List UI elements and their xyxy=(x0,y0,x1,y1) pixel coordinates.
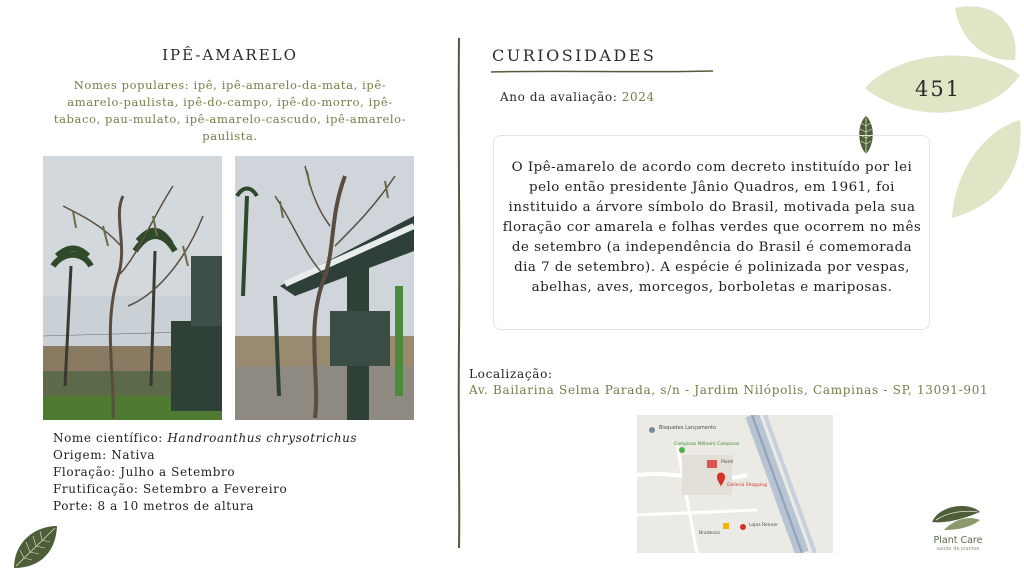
year-value: 2024 xyxy=(621,90,655,104)
location-label: Localização: xyxy=(469,367,553,381)
flowering-row: Floração: Julho a Setembro xyxy=(53,465,236,479)
year-label: Ano da avaliação: xyxy=(500,90,622,104)
leaf-top-icon xyxy=(955,6,1016,60)
map-label-2: Campinas Milheiro Campinas xyxy=(674,442,740,447)
leaf-bottom-icon xyxy=(952,120,1021,218)
popular-names: Nomes populares: ipê, ipê-amarelo-da-mata, ipê-amarelo-paulista, ipê-do-campo, ipê-do-morro, ipê-tabaco, pau-mulato, ipê-amarelo-cascudo, ipê-amarelo-paulista. xyxy=(53,78,407,143)
logo-name: Plant Care xyxy=(933,535,983,546)
tree-photo-1 xyxy=(43,156,222,420)
column-divider xyxy=(456,38,462,548)
map-label-6: Bradesco xyxy=(699,531,720,536)
map-label-3: Pianti xyxy=(721,460,734,465)
scientific-name-label: Nome científico: xyxy=(53,431,168,445)
tree-photo-2 xyxy=(235,156,414,420)
page-number: 451 xyxy=(914,77,962,101)
location-address: Av. Bailarina Selma Parada, s/n - Jardim Nilópolis, Campinas - SP, 13091-901 xyxy=(469,383,989,397)
fruiting-row: Frutificação: Setembro a Fevereiro xyxy=(53,482,288,496)
logo-tagline: saúde de plantas xyxy=(936,546,980,552)
species-title: IPÊ-AMARELO xyxy=(162,46,298,64)
map-label-4: Galleria Shopping xyxy=(727,483,767,488)
map-label-5: Lojas Renner xyxy=(749,523,778,528)
size-row: Porte: 8 a 10 metros de altura xyxy=(53,499,255,513)
title-underline xyxy=(491,69,713,74)
curiosities-title: CURIOSIDADES xyxy=(492,46,657,65)
curiosity-text: O Ipê-amarelo de acordo com decreto instituído por lei pelo então presidente Jânio Quadros, em 1961, foi instituido a árvore símbolo do Brasil, motivada pela sua floração cor amarela e folhas verdes que ocorrem no mês de setembro (a independência do Brasil é comemorada dia 7 de setembro). A espécie é polinizada por vespas, abelhas, aves, morcegos, borboletas e mariposas. xyxy=(502,160,922,295)
corner-leaf-icon xyxy=(10,522,60,572)
location-map[interactable] xyxy=(637,415,833,553)
scientific-name-row xyxy=(53,430,357,447)
origin-row: Origem: Nativa xyxy=(53,448,156,462)
species-facts xyxy=(53,430,357,515)
scientific-name-value: Handroanthus chrysotrichus xyxy=(167,431,358,445)
map-label-1: Bisquetes Lançamento xyxy=(659,425,717,431)
plant-care-logo-icon xyxy=(930,502,982,532)
evaluation-year xyxy=(500,90,655,104)
